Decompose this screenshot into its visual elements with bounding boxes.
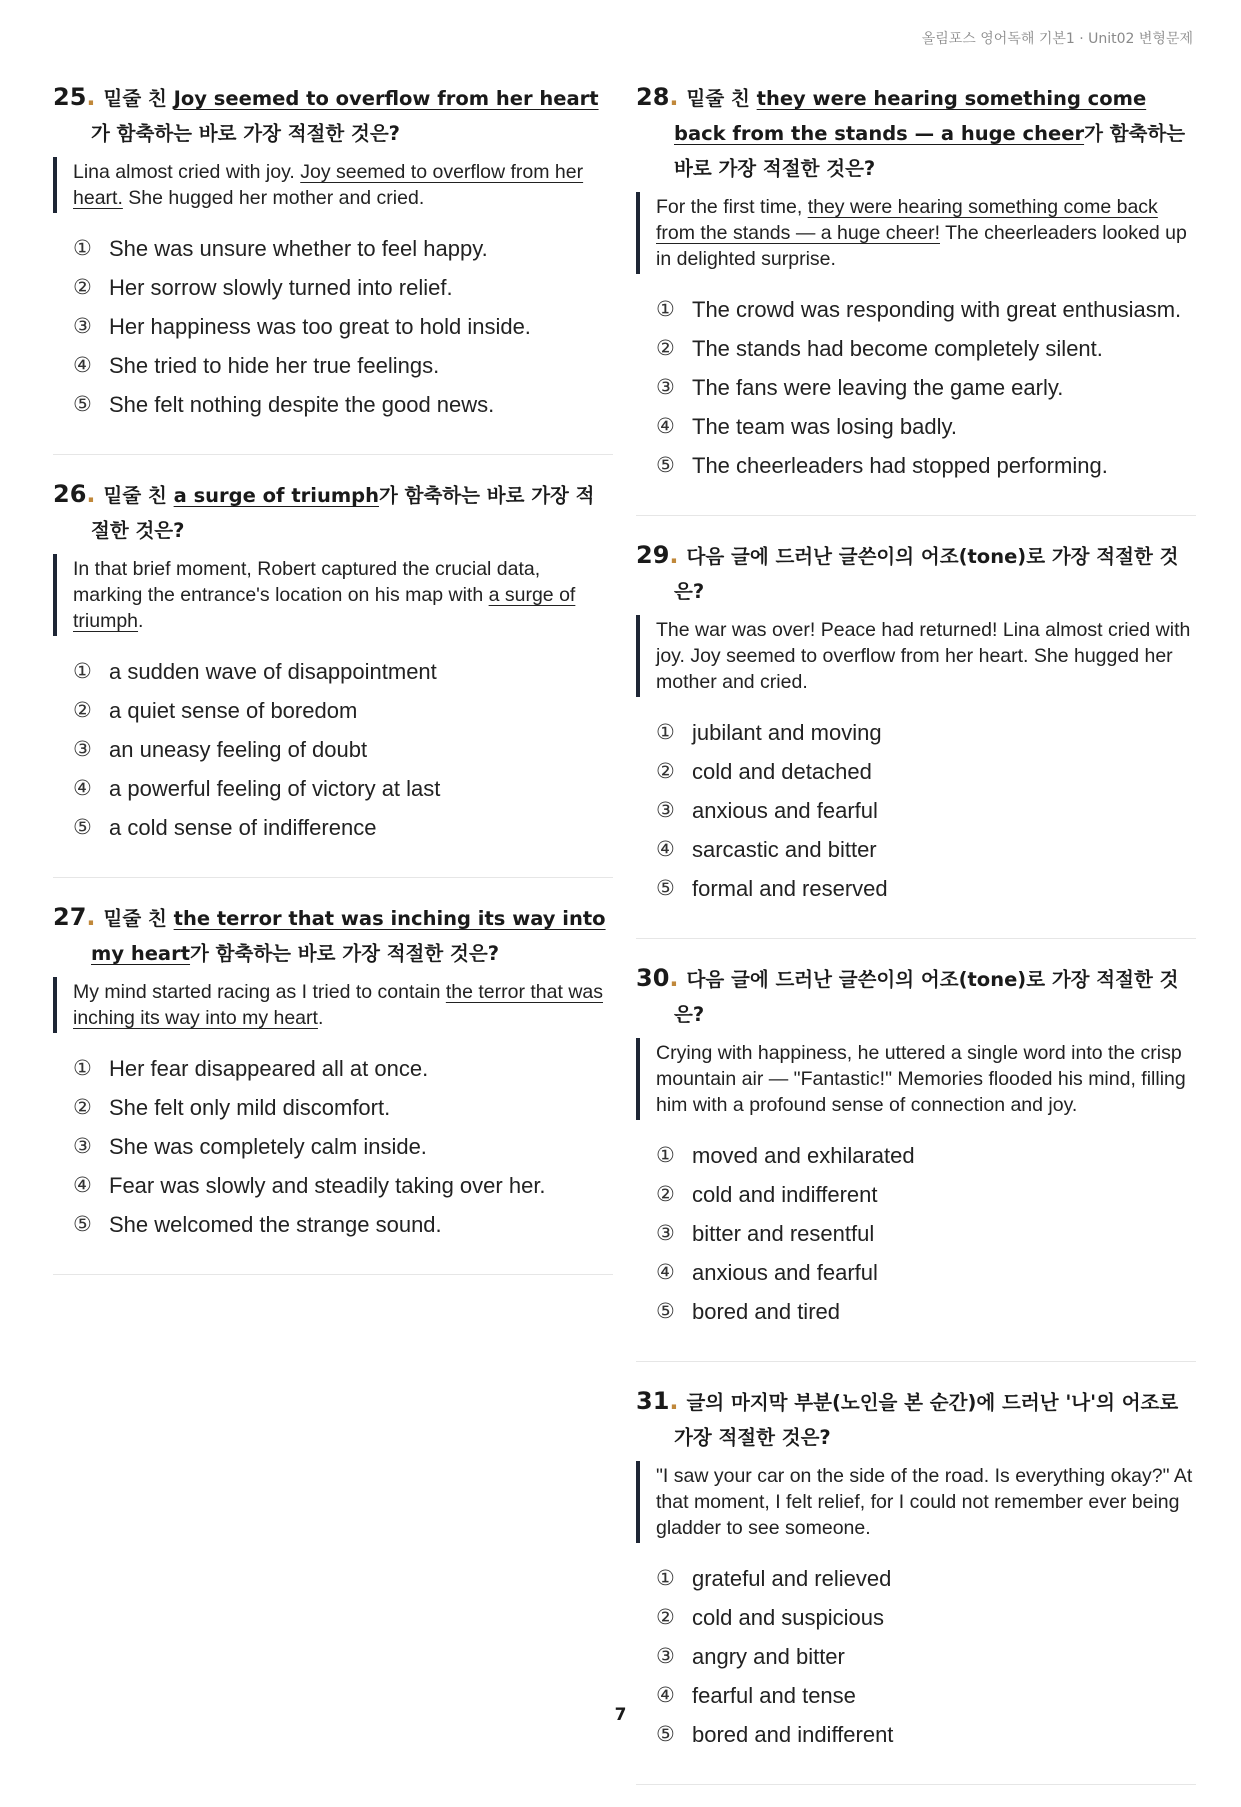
option-4[interactable]: ④ a powerful feeling of victory at last	[73, 776, 441, 801]
option-2[interactable]: ② cold and suspicious	[656, 1605, 885, 1630]
title-text: 밑줄 친	[103, 907, 174, 930]
passage: Lina almost cried with joy. Joy seemed to overflow from her heart. She hugged her mother and cried.	[53, 157, 613, 213]
option-2[interactable]: ② She felt only mild discomfort.	[73, 1095, 391, 1120]
title-underlined: a surge of triumph	[173, 484, 379, 507]
question-number: 26	[53, 480, 87, 508]
passage-underlined: they were hearing something come back from the stands — a huge cheer!	[656, 196, 1158, 244]
title-text: 밑줄 친	[103, 87, 174, 110]
page-number: 7	[614, 1705, 627, 1725]
option-2[interactable]: ② Her sorrow slowly turned into relief.	[73, 275, 453, 300]
option-1[interactable]: ① moved and exhilarated	[656, 1143, 915, 1168]
option-1[interactable]: ① a sudden wave of disappointment	[73, 659, 437, 684]
title-text: 밑줄 친	[686, 87, 757, 110]
option-3[interactable]: ③ Her happiness was too great to hold inside.	[73, 314, 531, 339]
page-header: 올림포스 영어독해 기본1 · Unit02 변형문제	[921, 31, 1193, 47]
title-underlined: they were hearing something come back from the stands — a huge cheer	[674, 87, 1147, 145]
question-title: 29. 다음 글에 드러난 글쓴이의 어조(tone)로 가장 적절한 것은?	[636, 541, 1179, 603]
question-number: 28	[636, 83, 670, 111]
option-5[interactable]: ⑤ a cold sense of indifference	[73, 815, 377, 840]
option-1[interactable]: ① grateful and relieved	[656, 1566, 892, 1591]
option-4[interactable]: ④ She tried to hide her true feelings.	[73, 353, 440, 378]
passage: Crying with happiness, he uttered a single word into the crisp mountain air — "Fantastic!" Memories flooded his mind, filling him with a profound sense of connection and joy.	[636, 1038, 1196, 1120]
option-5[interactable]: ⑤ formal and reserved	[656, 876, 888, 901]
option-5[interactable]: ⑤ She felt nothing despite the good news.	[73, 392, 495, 417]
passage: For the first time, they were hearing something come back from the stands — a huge cheer! The cheerleaders looked up in delighted surprise.	[636, 192, 1196, 274]
passage: In that brief moment, Robert captured the crucial data, marking the entrance's location on his map with a surge of triumph.	[53, 554, 613, 636]
option-2[interactable]: ② cold and detached	[656, 759, 872, 784]
option-1[interactable]: ① She was unsure whether to feel happy.	[73, 236, 488, 261]
question-number: 30	[636, 964, 670, 992]
options-list	[636, 1136, 1196, 1331]
option-1[interactable]: ① The crowd was responding with great enthusiasm.	[656, 297, 1182, 322]
question-number: 29	[636, 541, 670, 569]
options-list	[53, 1049, 613, 1244]
options-list	[53, 652, 613, 847]
passage: The war was over! Peace had returned! Lina almost cried with joy. Joy seemed to overflow from her heart. She hugged her mother and cried.	[636, 615, 1196, 697]
options-list	[636, 290, 1196, 485]
question-number: 25	[53, 83, 87, 111]
options-list	[636, 713, 1196, 908]
title-text: 밑줄 친	[103, 484, 174, 507]
option-2[interactable]: ② a quiet sense of boredom	[73, 698, 358, 723]
question-title: 30. 다음 글에 드러난 글쓴이의 어조(tone)로 가장 적절한 것은?	[636, 964, 1179, 1026]
option-3[interactable]: ③ The fans were leaving the game early.	[656, 375, 1064, 400]
title-text: 다음 글에 드러난 글쓴이의 어조(tone)로 가장 적절한 것은?	[674, 968, 1179, 1026]
question-25	[53, 80, 613, 455]
option-2[interactable]: ② The stands had become completely silent.	[656, 336, 1103, 361]
right-column	[636, 80, 1196, 1807]
passage-underlined: a surge of triumph	[73, 584, 576, 632]
question-28	[636, 80, 1196, 516]
passage: My mind started racing as I tried to contain the terror that was inching its way into my heart.	[53, 977, 613, 1033]
option-3[interactable]: ③ an uneasy feeling of doubt	[73, 737, 368, 762]
question-title: 27. 밑줄 친 the terror that was inching its way into my heart가 함축하는 바로 가장 적절한 것은?	[53, 903, 606, 965]
title-text: 가 함축하는 바로 가장 적절한 것은?	[91, 484, 595, 542]
option-1[interactable]: ① Her fear disappeared all at once.	[73, 1056, 429, 1081]
option-4[interactable]: ④ anxious and fearful	[656, 1260, 878, 1285]
option-5[interactable]: ⑤ bored and indifferent	[656, 1722, 894, 1747]
option-5[interactable]: ⑤ She welcomed the strange sound.	[73, 1212, 442, 1237]
option-3[interactable]: ③ angry and bitter	[656, 1644, 845, 1669]
question-29	[636, 538, 1196, 939]
question-30	[636, 961, 1196, 1362]
question-title: 26. 밑줄 친 a surge of triumph가 함축하는 바로 가장 적절한 것은?	[53, 480, 595, 542]
question-title: 31. 글의 마지막 부분(노인을 본 순간)에 드러난 '나'의 어조로 가장 적절한 것은?	[636, 1387, 1179, 1449]
option-5[interactable]: ⑤ The cheerleaders had stopped performing.	[656, 453, 1108, 478]
option-4[interactable]: ④ The team was losing badly.	[656, 414, 957, 439]
option-3[interactable]: ③ anxious and fearful	[656, 798, 878, 823]
title-underlined: Joy seemed to overflow from her heart	[173, 87, 599, 110]
option-4[interactable]: ④ fearful and tense	[656, 1683, 856, 1708]
question-27	[53, 900, 613, 1275]
title-text: 가 함축하는 바로 가장 적절한 것은?	[190, 942, 500, 965]
title-underlined: the terror that was inching its way into my heart	[91, 907, 606, 965]
question-26	[53, 477, 613, 878]
title-text: 가 함축하는 바로 가장 적절한 것은?	[91, 122, 400, 145]
title-text: 다음 글에 드러난 글쓴이의 어조(tone)로 가장 적절한 것은?	[674, 545, 1179, 603]
option-4[interactable]: ④ Fear was slowly and steadily taking over her.	[73, 1173, 546, 1198]
question-title: 28. 밑줄 친 they were hearing something come back from the stands — a huge cheer가 함축하는 바로 가장 적절한 것은?	[636, 83, 1186, 180]
question-number: 27	[53, 903, 87, 931]
left-column	[53, 80, 613, 1297]
title-text: 가 함축하는 바로 가장 적절한 것은?	[674, 122, 1186, 180]
title-text: 글의 마지막 부분(노인을 본 순간)에 드러난 '나'의 어조로 가장 적절한 것은?	[674, 1391, 1179, 1449]
option-4[interactable]: ④ sarcastic and bitter	[656, 837, 877, 862]
passage-underlined: Joy seemed to overflow from her heart.	[73, 161, 584, 209]
passage: "I saw your car on the side of the road. Is everything okay?" At that moment, I felt relief, for I could not remember ever being gladder to see someone.	[636, 1461, 1196, 1543]
passage-underlined: the terror that was inching its way into my heart	[73, 981, 603, 1029]
question-number: 31	[636, 1387, 670, 1415]
option-2[interactable]: ② cold and indifferent	[656, 1182, 878, 1207]
option-3[interactable]: ③ bitter and resentful	[656, 1221, 875, 1246]
question-title: 25. 밑줄 친 Joy seemed to overflow from her heart가 함축하는 바로 가장 적절한 것은?	[53, 83, 599, 145]
option-5[interactable]: ⑤ bored and tired	[656, 1299, 840, 1324]
option-3[interactable]: ③ She was completely calm inside.	[73, 1134, 427, 1159]
option-1[interactable]: ① jubilant and moving	[656, 720, 882, 745]
options-list	[53, 229, 613, 424]
